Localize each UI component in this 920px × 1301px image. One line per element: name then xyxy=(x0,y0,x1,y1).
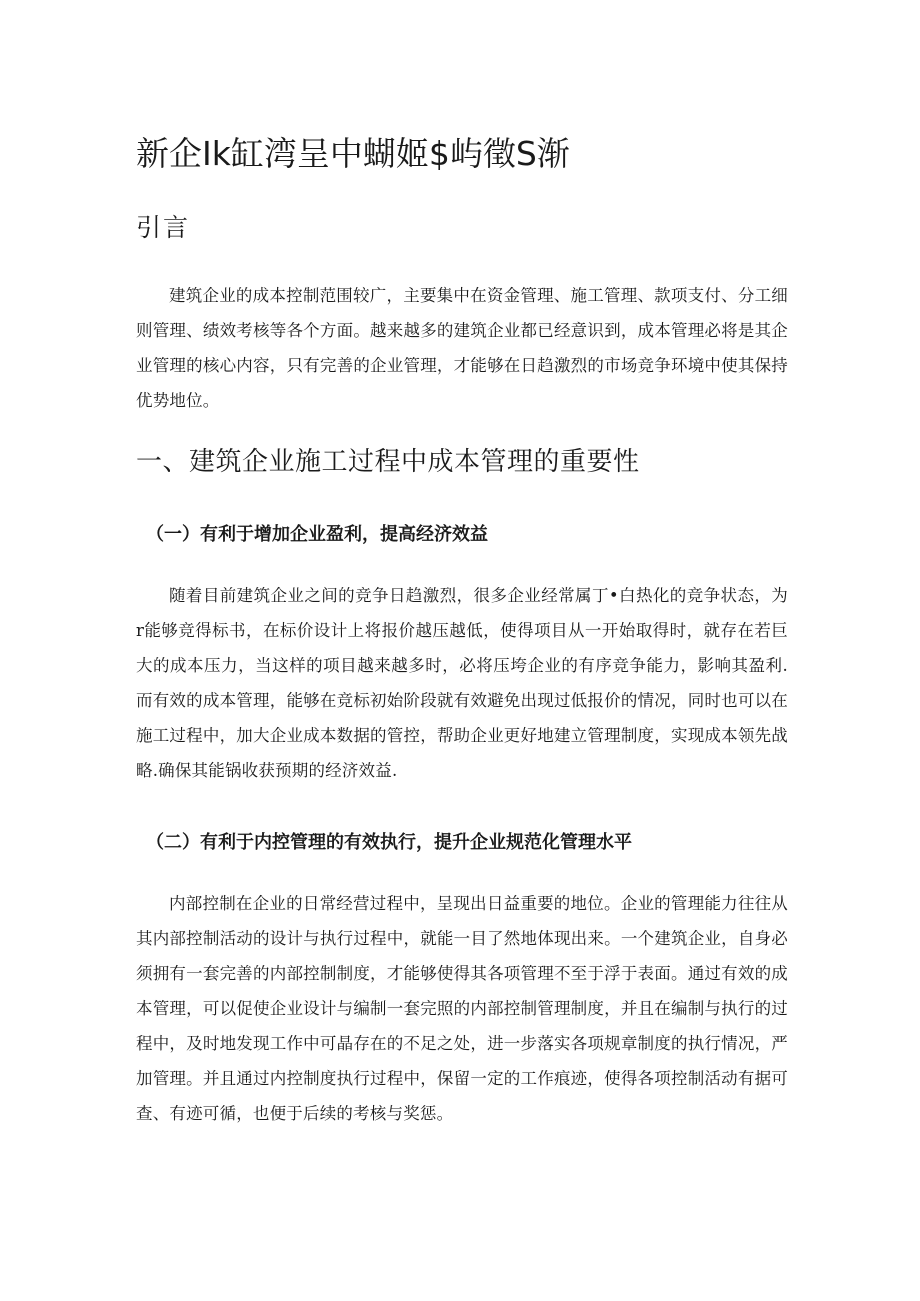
section-1-heading: 一、建筑企业施工过程中成本管理的重要性 xyxy=(136,447,640,477)
intro-paragraph: 建筑企业的成本控制范围较广，主要集中在资金管理、施工管理、款项支付、分工细则管理、绩效考核等各个方面。越来越多的建筑企业都已经意识到，成本管理必将是其企业管理的核心内容，只有完善的企业管理，才能够在日趋激烈的市场竞争环境中使其保持优势地位。 xyxy=(136,286,788,410)
subsection-2-heading: （二）有利于内控管理的有效执行，提升企业规范化管理水平 xyxy=(146,832,632,853)
subsection-1-paragraph: 随着目前建筑企业之间的竞争日趋激烈，很多企业经常属丁•白热化的竞争状态，为r能够竞得标书，在标价设计上将报价越压越低，使得项目从一开始取得时，就存在若巨大的成本压力，当这样的项目越来越多时，必将压垮企业的有序竞争能力，影响其盈利.而有效的成本管理，能够在竞标初始阶段就有效避免出现过低报价的情况，同时也可以在施工过程中，加大企业成本数据的管控，帮助企业更好地建立管理制度，实现成本领先战略.确保其能锅收获预期的经济效益. xyxy=(136,586,788,780)
intro-heading: 引言 xyxy=(136,213,191,242)
document-title: 新企Ik缸湾呈中蝴姬$屿徵S渐 xyxy=(136,134,570,173)
subsection-2-paragraph: 内部控制在企业的日常经营过程中，呈现出日益重要的地位。企业的管理能力往往从其内部控制活动的设计与执行过程中，就能一目了然地体现出来。一个建筑企业，自身必须拥有一套完善的内部控制制度，才能够使得其各项管理不至于浮于表面。通过有效的成本管理，可以促使企业设计与编制一套完照的内部控制管理制度，并且在编制与执行的过程中，及时地发现工作中可晶存在的不足之处，进一步落实各项规章制度的执行情况，严加管理。并且通过内控制度执行过程中，保留一定的工作痕迹，使得各项控制活动有据可查、有迹可循，也便于后续的考核与奖惩。 xyxy=(136,894,788,1123)
subsection-1-heading: （一）有利于增加企业盈利，提高经济效益 xyxy=(146,524,488,545)
